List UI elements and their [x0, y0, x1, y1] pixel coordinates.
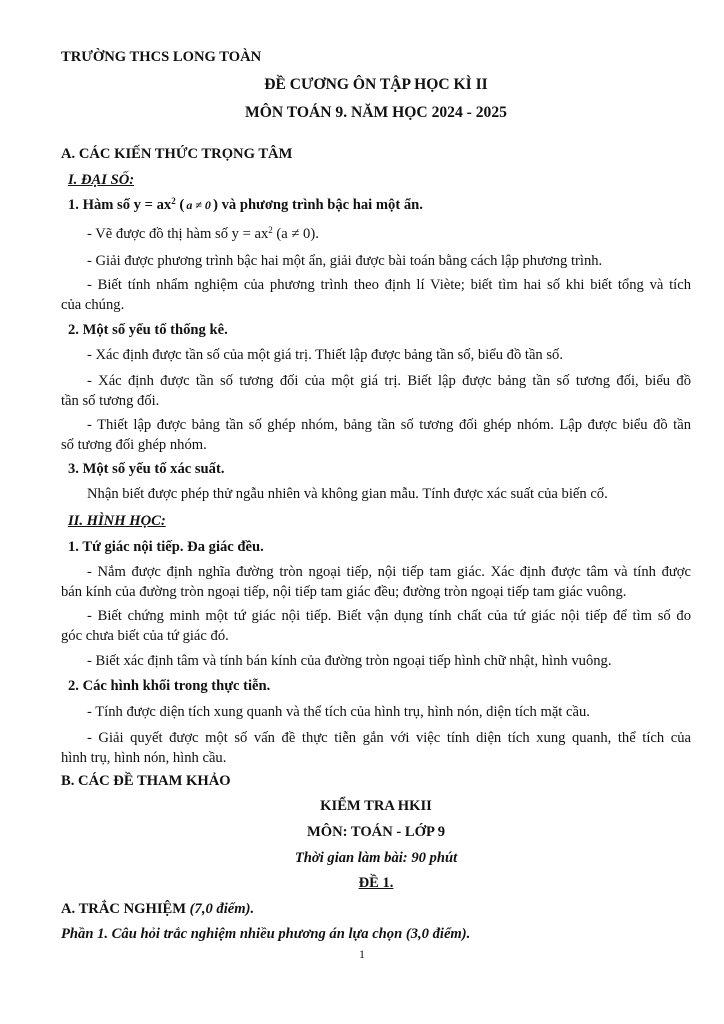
topic-text: 1. Hàm số y = ax [68, 197, 172, 213]
list-item: - Thiết lập được bảng tần số ghép nhóm, bảng tần số tương đối ghép nhóm. Lập được biểu đồ tần [87, 417, 691, 433]
topic-statistics: 2. Một số yếu tố thống kê. [68, 322, 228, 338]
document-subtitle: MÔN TOÁN 9. NĂM HỌC 2024 - 2025 [245, 104, 507, 121]
list-item: - Biết chứng minh một tứ giác nội tiếp. Biết vận dụng tính chất của tứ giác nội tiếp để tìm số đo [87, 608, 691, 624]
list-item [61, 224, 691, 244]
topic-quadratic-function [68, 195, 698, 215]
list-item-cont: bán kính của đường tròn ngoại tiếp, nội tiếp tam giác đều; đường tròn ngoại tiếp tam giác vuông. [61, 584, 627, 600]
topic-cyclic-quadrilateral: 1. Tứ giác nội tiếp. Đa giác đều. [68, 539, 264, 555]
list-item-cont: hình trụ, hình nón, hình cầu. [61, 750, 227, 766]
multiple-choice-heading [61, 899, 691, 919]
exam-subject: MÔN: TOÁN - LỚP 9 [306, 824, 446, 840]
list-item-cont: số tương đối ghép nhóm. [61, 437, 207, 453]
item-text-end: (a ≠ 0). [272, 226, 319, 242]
list-item: Nhận biết được phép thử ngẫu nhiên và không gian mẫu. Tính được xác suất của biến cố. [87, 486, 608, 502]
list-item: - Tính được diện tích xung quanh và thể tích của hình trụ, hình nón, diện tích mặt cầu. [87, 704, 590, 720]
list-item: - Xác định được tần số của một giá trị. Thiết lập được bảng tần số, biểu đồ tần số. [87, 347, 563, 363]
topic-probability: 3. Một số yếu tố xác suất. [68, 461, 225, 477]
page-number: 1 [359, 947, 365, 961]
topic-solids: 2. Các hình khối trong thực tiễn. [68, 678, 271, 694]
list-item: - Xác định được tần số tương đối của một giá trị. Biết lập được bảng tần số tương đối, biểu đồ [87, 373, 691, 389]
condition-paren: ( a ≠ 0 ) [179, 197, 218, 213]
list-item-cont: góc chưa biết của tứ giác đó. [61, 628, 229, 644]
topic-text-end: và phương trình bậc hai một ẩn. [217, 197, 423, 213]
school-name: TRƯỜNG THCS LONG TOÀN [61, 49, 262, 65]
part-algebra-heading: I. ĐẠI SỐ: [68, 172, 135, 188]
list-item: - Giải quyết được một số vấn đề thực tiễn gắn với việc tính diện tích xung quanh, thể tích của [87, 730, 691, 746]
section-b-heading: B. CÁC ĐỀ THAM KHẢO [61, 773, 231, 789]
list-item: - Biết tính nhẩm nghiệm của phương trình theo định lí Viète; biết tìm hai số khi biết tổng và tích [87, 277, 691, 293]
list-item: - Nắm được định nghĩa đường tròn ngoại tiếp, nội tiếp tam giác. Xác định được tâm và tính được [87, 564, 691, 580]
exam-time: Thời gian làm bài: 90 phút [294, 850, 458, 866]
list-item-cont: tần số tương đối. [61, 393, 160, 409]
list-item: - Giải được phương trình bậc hai một ẩn, giải được bài toán bằng cách lập phương trình. [87, 253, 603, 269]
item-text: - Vẽ được đồ thị hàm số y = ax [87, 226, 269, 242]
exam-number: ĐỀ 1. [358, 875, 394, 891]
part1-heading: Phần 1. Câu hỏi trắc nghiệm nhiều phương án lựa chọn (3,0 điểm). [61, 926, 471, 942]
section-a-heading: A. CÁC KIẾN THỨC TRỌNG TÂM [61, 146, 293, 162]
part-geometry-heading: II. HÌNH HỌC: [68, 513, 166, 529]
exam-title: KIỂM TRA HKII [320, 798, 432, 814]
document-title: ĐỀ CƯƠNG ÔN TẬP HỌC KÌ II [264, 76, 488, 93]
mc-points: (7,0 điểm). [189, 901, 255, 917]
exponent: 2 [268, 225, 273, 235]
list-item: - Biết xác định tâm và tính bán kính của đường tròn ngoại tiếp hình chữ nhật, hình vuông. [87, 653, 612, 669]
exponent: 2 [171, 196, 176, 206]
mc-label: A. TRẮC NGHIỆM [61, 901, 190, 917]
condition: a ≠ 0 [186, 198, 211, 212]
list-item-cont: của chúng. [61, 297, 125, 313]
